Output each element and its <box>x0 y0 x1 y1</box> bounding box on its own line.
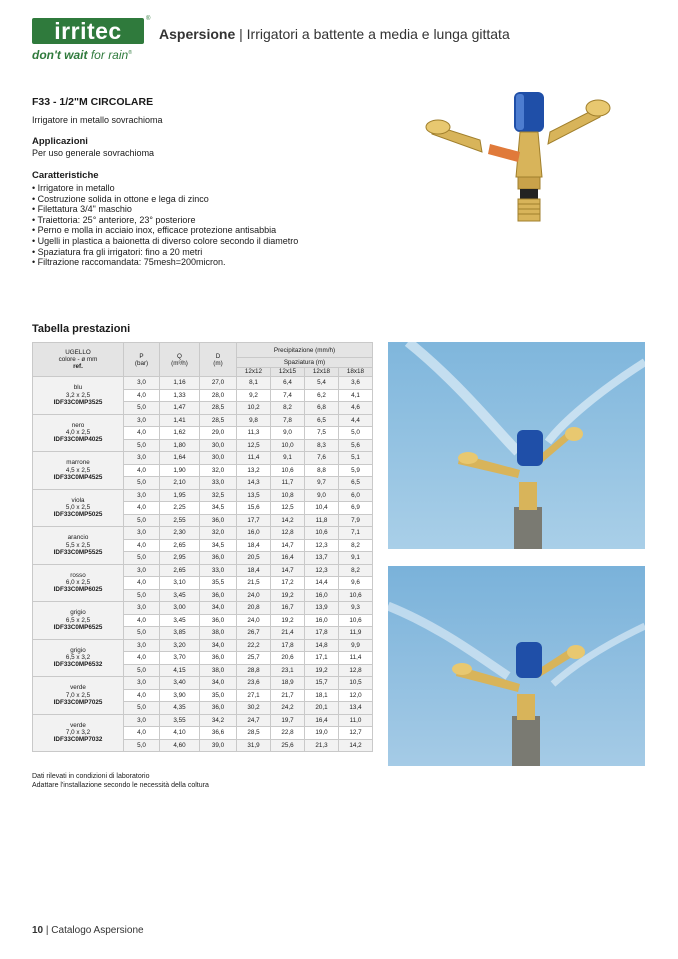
table-cell: 3,6 <box>339 377 373 390</box>
performance-table <box>32 342 373 752</box>
table-cell: 1,41 <box>160 414 200 427</box>
table-cell: 5,6 <box>339 439 373 452</box>
table-cell: 24,0 <box>237 589 271 602</box>
table-cell: 6,9 <box>339 502 373 515</box>
table-cell: 3,10 <box>160 577 200 590</box>
table-cell: 18,9 <box>271 677 305 690</box>
table-cell: 24,2 <box>271 702 305 715</box>
table-cell: 11,4 <box>339 652 373 665</box>
table-cell: 1,95 <box>160 489 200 502</box>
table-cell: 15,7 <box>305 677 339 690</box>
product-subtitle: Irrigatore in metallo sovrachioma <box>32 115 163 125</box>
page-footer: 10 | Catalogo Aspersione <box>32 925 144 936</box>
header-nozzle: UGELLO colore - ø mm ref. <box>33 343 124 377</box>
table-cell: 5,0 <box>124 664 160 677</box>
table-row <box>33 677 373 690</box>
table-cell: 3,0 <box>124 677 160 690</box>
product-title: F33 - 1/2"M CIRCOLARE <box>32 96 154 108</box>
table-cell: 39,0 <box>200 739 237 752</box>
table-row <box>33 452 373 465</box>
table-cell: 3,0 <box>124 377 160 390</box>
table-cell: 26,7 <box>237 627 271 640</box>
table-cell: 9,1 <box>339 552 373 565</box>
table-cell: 1,62 <box>160 427 200 440</box>
table-cell: 5,9 <box>339 464 373 477</box>
table-cell: 28,5 <box>200 414 237 427</box>
table-cell: 1,33 <box>160 389 200 402</box>
table-cell: 3,0 <box>124 527 160 540</box>
table-cell: 17,8 <box>305 627 339 640</box>
table-cell: 3,45 <box>160 589 200 602</box>
table-cell: 12,8 <box>339 664 373 677</box>
table-row <box>33 639 373 652</box>
header-precipitation: Precipitazione (mm/h) <box>237 343 373 358</box>
table-cell: 3,0 <box>124 564 160 577</box>
feature-item: • Spaziatura fra gli irrigatori: fino a 20 metri <box>32 247 298 258</box>
table-cell: 4,0 <box>124 689 160 702</box>
table-cell: 36,0 <box>200 552 237 565</box>
table-cell: 36,0 <box>200 514 237 527</box>
table-cell: 24,7 <box>237 714 271 727</box>
table-cell: 7,6 <box>305 452 339 465</box>
table-cell: 4,0 <box>124 614 160 627</box>
table-cell: 2,25 <box>160 502 200 515</box>
table-cell: 36,0 <box>200 702 237 715</box>
table-cell: 35,0 <box>200 689 237 702</box>
table-cell: 1,64 <box>160 452 200 465</box>
table-cell: 18,4 <box>237 539 271 552</box>
registered-mark: ® <box>146 16 151 22</box>
table-cell: 2,30 <box>160 527 200 540</box>
table-cell: 17,2 <box>271 577 305 590</box>
table-cell: 16,0 <box>305 589 339 602</box>
table-cell: 3,40 <box>160 677 200 690</box>
table-cell: 14,3 <box>237 477 271 490</box>
table-cell: 13,2 <box>237 464 271 477</box>
applications-text: Per uso generale sovrachioma <box>32 148 155 158</box>
table-cell: 17,8 <box>271 639 305 652</box>
table-cell: 6,4 <box>271 377 305 390</box>
table-cell: 8,3 <box>305 439 339 452</box>
table-cell: 8,2 <box>339 539 373 552</box>
table-cell: 5,0 <box>339 427 373 440</box>
table-cell: 9,9 <box>339 639 373 652</box>
table-cell: 22,2 <box>237 639 271 652</box>
table-cell: 16,4 <box>271 552 305 565</box>
table-cell: 9,3 <box>339 602 373 615</box>
irritec-logo: irritec <box>32 18 144 44</box>
table-cell: 33,0 <box>200 564 237 577</box>
features-heading: Caratteristiche <box>32 170 99 181</box>
table-cell: 1,16 <box>160 377 200 390</box>
table-cell: 1,47 <box>160 402 200 415</box>
table-cell: 6,0 <box>339 489 373 502</box>
table-cell: 12,0 <box>339 689 373 702</box>
table-cell: 14,7 <box>271 564 305 577</box>
table-cell: 16,7 <box>271 602 305 615</box>
table-cell: 9,0 <box>305 489 339 502</box>
table-cell: 3,0 <box>124 639 160 652</box>
table-cell: 5,0 <box>124 402 160 415</box>
table-cell: 30,2 <box>237 702 271 715</box>
table-cell: 5,0 <box>124 439 160 452</box>
header-flow: Q (m³/h) <box>160 343 200 377</box>
feature-item: • Ugelli in plastica a baionetta di diverso colore secondo il diametro <box>32 236 298 247</box>
table-cell: 25,7 <box>237 652 271 665</box>
table-cell: 15,6 <box>237 502 271 515</box>
table-cell: 8,8 <box>305 464 339 477</box>
table-cell: 5,4 <box>305 377 339 390</box>
table-cell: 38,0 <box>200 664 237 677</box>
nozzle-cell: blu 3,2 x 2,5 IDF33C0MP3525 <box>33 377 124 415</box>
table-cell: 24,0 <box>237 614 271 627</box>
table-cell: 8,2 <box>271 402 305 415</box>
table-cell: 13,4 <box>339 702 373 715</box>
table-cell: 12,7 <box>339 727 373 740</box>
nozzle-cell: verde 7,0 x 3,2 IDF33C0MP7032 <box>33 714 124 752</box>
table-cell: 20,8 <box>237 602 271 615</box>
table-cell: 34,5 <box>200 539 237 552</box>
table-cell: 19,2 <box>305 664 339 677</box>
header-spacing-col: 12x15 <box>271 367 305 377</box>
header-diameter: D (m) <box>200 343 237 377</box>
page-header-title: Aspersione | Irrigatori a battente a media e lunga gittata <box>159 26 510 42</box>
table-cell: 36,6 <box>200 727 237 740</box>
table-cell: 11,9 <box>339 627 373 640</box>
table-cell: 6,8 <box>305 402 339 415</box>
table-note: Adattare l'installazione secondo le necessità della coltura <box>32 782 209 789</box>
table-cell: 10,6 <box>271 464 305 477</box>
table-cell: 7,8 <box>271 414 305 427</box>
table-row <box>33 377 373 390</box>
table-cell: 9,7 <box>305 477 339 490</box>
table-note: Dati rilevati in condizioni di laboratorio <box>32 773 150 780</box>
table-cell: 4,0 <box>124 427 160 440</box>
table-cell: 7,9 <box>339 514 373 527</box>
table-cell: 34,0 <box>200 677 237 690</box>
table-cell: 11,3 <box>237 427 271 440</box>
table-cell: 11,0 <box>339 714 373 727</box>
table-cell: 17,1 <box>305 652 339 665</box>
table-cell: 29,0 <box>200 427 237 440</box>
table-cell: 34,0 <box>200 602 237 615</box>
table-cell: 5,0 <box>124 477 160 490</box>
table-row <box>33 714 373 727</box>
table-cell: 30,0 <box>200 439 237 452</box>
table-cell: 28,0 <box>200 389 237 402</box>
table-cell: 17,7 <box>237 514 271 527</box>
brand-tagline: don't wait for rain® <box>32 48 132 62</box>
table-cell: 4,10 <box>160 727 200 740</box>
table-cell: 18,1 <box>305 689 339 702</box>
table-cell: 10,6 <box>339 589 373 602</box>
table-cell: 2,65 <box>160 539 200 552</box>
table-cell: 10,2 <box>237 402 271 415</box>
table-cell: 3,00 <box>160 602 200 615</box>
table-cell: 25,6 <box>271 739 305 752</box>
nozzle-cell: grigio 6,5 x 2,5 IDF33C0MP6525 <box>33 602 124 640</box>
table-cell: 4,0 <box>124 539 160 552</box>
table-cell: 23,6 <box>237 677 271 690</box>
table-cell: 13,5 <box>237 489 271 502</box>
table-cell: 32,0 <box>200 464 237 477</box>
table-cell: 10,0 <box>271 439 305 452</box>
table-cell: 4,1 <box>339 389 373 402</box>
table-cell: 10,8 <box>271 489 305 502</box>
table-cell: 4,0 <box>124 652 160 665</box>
nozzle-cell: marrone 4,5 x 2,5 IDF33C0MP4525 <box>33 452 124 490</box>
table-cell: 10,5 <box>339 677 373 690</box>
table-cell: 16,0 <box>305 614 339 627</box>
feature-item: • Filettatura 3/4" maschio <box>32 204 298 215</box>
feature-item: • Perno e molla in acciaio inox, efficace protezione antisabbia <box>32 225 298 236</box>
table-cell: 12,8 <box>271 527 305 540</box>
table-cell: 5,1 <box>339 452 373 465</box>
table-cell: 4,35 <box>160 702 200 715</box>
nozzle-cell: grigio 6,5 x 3,2 IDF33C0MP6532 <box>33 639 124 677</box>
table-cell: 7,5 <box>305 427 339 440</box>
table-cell: 3,0 <box>124 714 160 727</box>
table-cell: 2,55 <box>160 514 200 527</box>
table-cell: 3,85 <box>160 627 200 640</box>
table-cell: 3,0 <box>124 452 160 465</box>
table-cell: 14,4 <box>305 577 339 590</box>
table-cell: 6,5 <box>339 477 373 490</box>
header-pressure: P (bar) <box>124 343 160 377</box>
feature-item: • Filtrazione raccomandata: 75mesh=200micron. <box>32 257 298 268</box>
table-cell: 7,4 <box>271 389 305 402</box>
table-row <box>33 564 373 577</box>
table-cell: 3,90 <box>160 689 200 702</box>
table-row <box>33 602 373 615</box>
table-cell: 23,1 <box>271 664 305 677</box>
table-cell: 3,55 <box>160 714 200 727</box>
feature-item: • Traiettoria: 25° anteriore, 23° posteriore <box>32 215 298 226</box>
table-cell: 19,2 <box>271 589 305 602</box>
table-cell: 4,15 <box>160 664 200 677</box>
table-cell: 14,8 <box>305 639 339 652</box>
table-cell: 21,3 <box>305 739 339 752</box>
features-list <box>32 183 298 268</box>
table-cell: 38,0 <box>200 627 237 640</box>
table-cell: 34,5 <box>200 502 237 515</box>
table-cell: 34,2 <box>200 714 237 727</box>
table-cell: 21,4 <box>271 627 305 640</box>
table-cell: 21,5 <box>237 577 271 590</box>
header-spacing-col: 12x12 <box>237 367 271 377</box>
table-cell: 16,4 <box>305 714 339 727</box>
table-cell: 31,9 <box>237 739 271 752</box>
table-cell: 35,5 <box>200 577 237 590</box>
table-cell: 12,5 <box>237 439 271 452</box>
table-cell: 28,5 <box>200 402 237 415</box>
table-cell: 27,0 <box>200 377 237 390</box>
table-cell: 21,7 <box>271 689 305 702</box>
table-cell: 20,1 <box>305 702 339 715</box>
nozzle-cell: rosso 6,0 x 2,5 IDF33C0MP6025 <box>33 564 124 602</box>
table-cell: 4,0 <box>124 464 160 477</box>
table-cell: 28,5 <box>237 727 271 740</box>
table-cell: 4,4 <box>339 414 373 427</box>
table-cell: 5,0 <box>124 702 160 715</box>
table-title: Tabella prestazioni <box>32 323 131 335</box>
table-cell: 28,8 <box>237 664 271 677</box>
table-cell: 12,3 <box>305 564 339 577</box>
applications-heading: Applicazioni <box>32 136 88 147</box>
nozzle-cell: arancio 5,5 x 2,5 IDF33C0MP5525 <box>33 527 124 565</box>
table-row <box>33 414 373 427</box>
sprinkler-spray-photo <box>388 342 645 549</box>
table-row <box>33 489 373 502</box>
table-cell: 13,7 <box>305 552 339 565</box>
table-cell: 5,0 <box>124 552 160 565</box>
table-cell: 4,0 <box>124 577 160 590</box>
table-cell: 8,2 <box>339 564 373 577</box>
table-cell: 33,0 <box>200 477 237 490</box>
table-cell: 22,8 <box>271 727 305 740</box>
table-cell: 19,2 <box>271 614 305 627</box>
table-cell: 9,6 <box>339 577 373 590</box>
table-cell: 8,1 <box>237 377 271 390</box>
feature-item: • Irrigatore in metallo <box>32 183 298 194</box>
table-cell: 9,1 <box>271 452 305 465</box>
table-cell: 5,0 <box>124 627 160 640</box>
table-cell: 5,0 <box>124 589 160 602</box>
table-cell: 4,0 <box>124 389 160 402</box>
table-cell: 20,5 <box>237 552 271 565</box>
table-cell: 10,4 <box>305 502 339 515</box>
table-cell: 3,0 <box>124 489 160 502</box>
table-cell: 4,6 <box>339 402 373 415</box>
sprinkler-spray-photo-2 <box>388 566 645 766</box>
table-row <box>33 527 373 540</box>
nozzle-cell: viola 5,0 x 2,5 IDF33C0MP5025 <box>33 489 124 527</box>
table-cell: 4,60 <box>160 739 200 752</box>
table-cell: 32,0 <box>200 527 237 540</box>
table-cell: 14,7 <box>271 539 305 552</box>
table-cell: 11,8 <box>305 514 339 527</box>
table-cell: 18,4 <box>237 564 271 577</box>
table-cell: 9,0 <box>271 427 305 440</box>
table-cell: 19,7 <box>271 714 305 727</box>
header-spacing-col: 18x18 <box>339 367 373 377</box>
table-cell: 3,45 <box>160 614 200 627</box>
table-cell: 30,0 <box>200 452 237 465</box>
table-cell: 32,5 <box>200 489 237 502</box>
table-cell: 4,0 <box>124 502 160 515</box>
table-cell: 1,80 <box>160 439 200 452</box>
table-cell: 36,0 <box>200 614 237 627</box>
table-cell: 9,8 <box>237 414 271 427</box>
table-cell: 36,0 <box>200 652 237 665</box>
table-cell: 9,2 <box>237 389 271 402</box>
table-cell: 1,90 <box>160 464 200 477</box>
table-cell: 19,0 <box>305 727 339 740</box>
table-cell: 16,0 <box>237 527 271 540</box>
table-cell: 6,2 <box>305 389 339 402</box>
table-cell: 3,0 <box>124 602 160 615</box>
table-cell: 12,5 <box>271 502 305 515</box>
table-cell: 11,4 <box>237 452 271 465</box>
table-cell: 2,95 <box>160 552 200 565</box>
table-cell: 10,6 <box>305 527 339 540</box>
table-cell: 34,0 <box>200 639 237 652</box>
table-cell: 11,7 <box>271 477 305 490</box>
sprinkler-product-photo <box>420 82 620 272</box>
table-cell: 6,5 <box>305 414 339 427</box>
table-cell: 5,0 <box>124 739 160 752</box>
table-cell: 36,0 <box>200 589 237 602</box>
table-cell: 14,2 <box>271 514 305 527</box>
header-spacing-col: 12x18 <box>305 367 339 377</box>
table-cell: 3,0 <box>124 414 160 427</box>
table-cell: 27,1 <box>237 689 271 702</box>
table-cell: 5,0 <box>124 514 160 527</box>
table-cell: 3,70 <box>160 652 200 665</box>
nozzle-cell: nero 4,0 x 2,5 IDF33C0MP4025 <box>33 414 124 452</box>
table-cell: 10,6 <box>339 614 373 627</box>
table-cell: 3,20 <box>160 639 200 652</box>
table-cell: 2,10 <box>160 477 200 490</box>
table-cell: 20,6 <box>271 652 305 665</box>
header-spacing: Spaziatura (m) <box>237 358 373 368</box>
table-cell: 13,9 <box>305 602 339 615</box>
nozzle-cell: verde 7,0 x 2,5 IDF33C0MP7025 <box>33 677 124 715</box>
table-cell: 14,2 <box>339 739 373 752</box>
table-cell: 4,0 <box>124 727 160 740</box>
table-cell: 7,1 <box>339 527 373 540</box>
table-cell: 12,3 <box>305 539 339 552</box>
table-cell: 2,65 <box>160 564 200 577</box>
feature-item: • Costruzione solida in ottone e lega di zinco <box>32 194 298 205</box>
